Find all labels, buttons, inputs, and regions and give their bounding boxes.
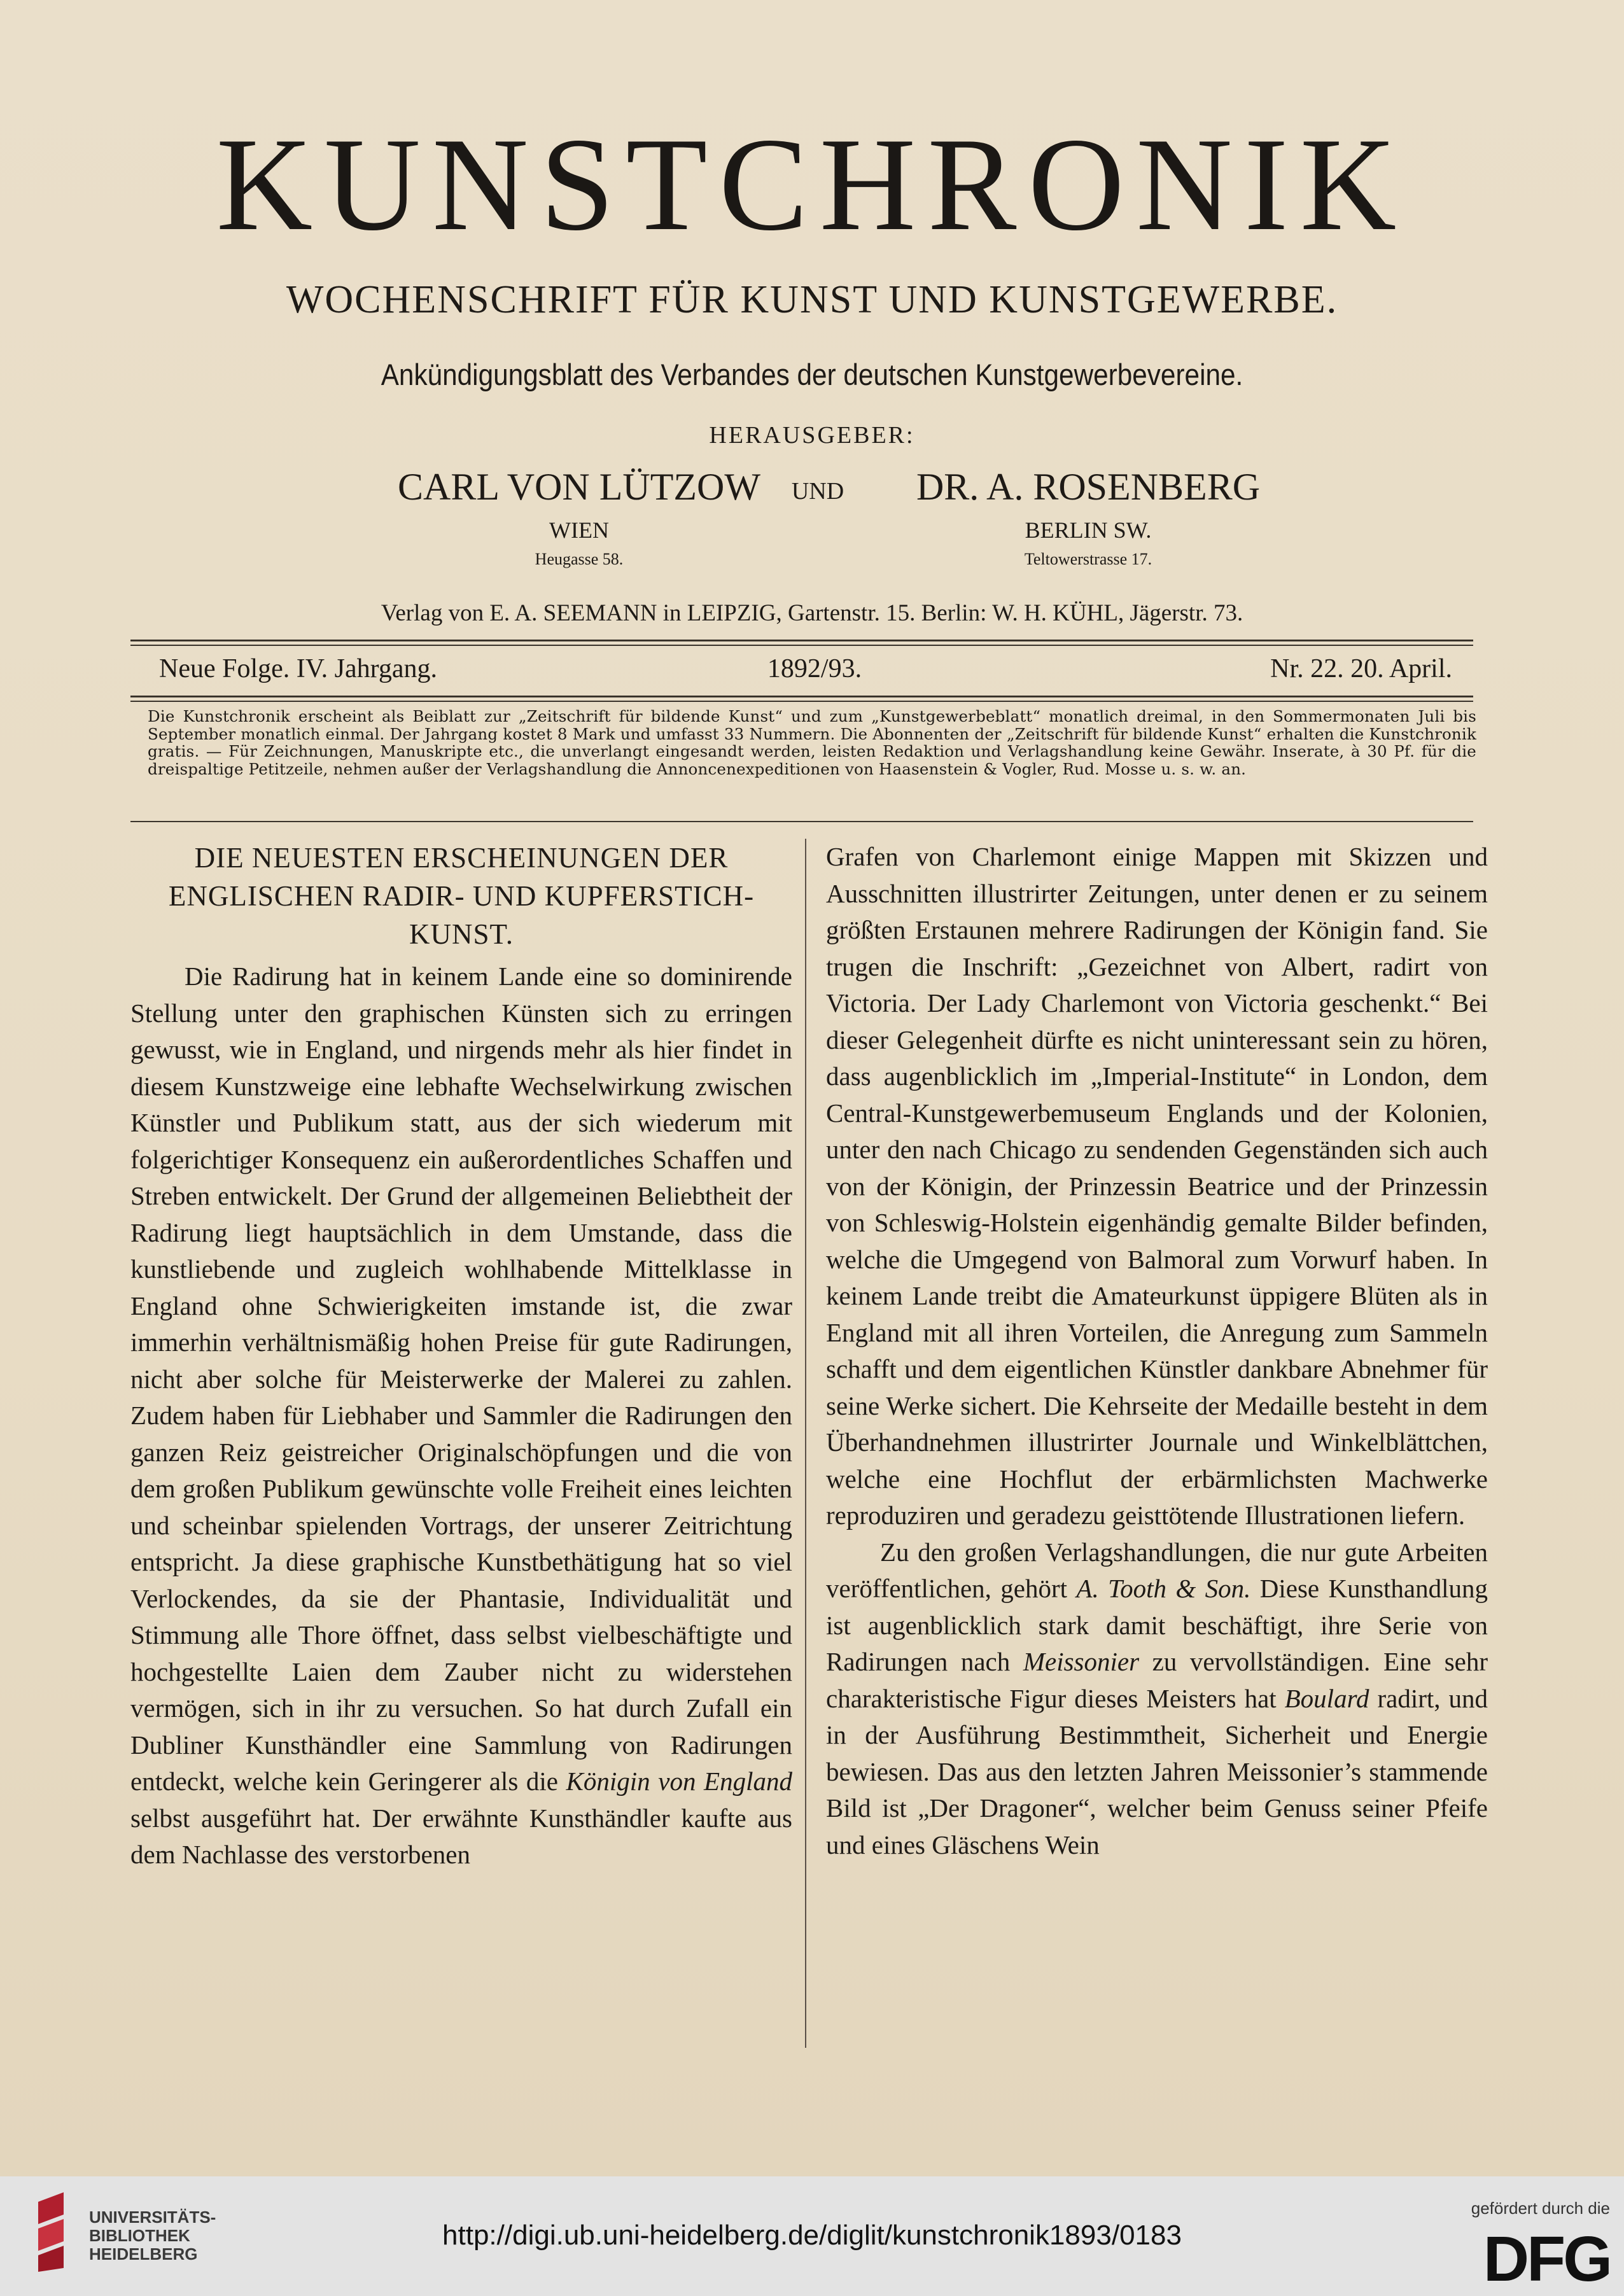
source-url-link[interactable]: http://digi.ub.uni-heidelberg.de/diglit/kunstchronik1893/0183 (442, 2220, 1182, 2251)
paragraph-text: selbst ausgeführt hat. Der erwähnte Kunsthändler kaufte aus dem Nachlasse des verstorbenen (130, 1803, 792, 1869)
column-divider (805, 839, 806, 2048)
editor-right-name: DR. A. ROSENBERG (916, 466, 1261, 508)
article-column-right (826, 839, 1488, 1863)
divider-rule (130, 645, 1473, 646)
editor-left-name: CARL VON LÜTZOW (398, 466, 760, 508)
editor-left-address: Heugasse 58. (535, 550, 624, 568)
italic-text: Meissonier (1023, 1647, 1140, 1676)
italic-text: Königin von England (566, 1767, 792, 1796)
issue-series: Neue Folge. IV. Jahrgang. (159, 654, 438, 683)
subscription-notice: Die Kunstchronik erscheint als Beiblatt zur „Zeitschrift für bildende Kunst“ und zum „Kunstgewerbeblatt“ monatlich dreimal, in den Sommermonaten Juli bis September monatlich einmal. Der Jahrgang kostet 8 Mark und umfasst 33 Nummern. Die Abonnenten der „Zeitschrift für bildende Kunst“ erhalten die Kunstchronik gratis. — Für Zeichnungen, Manuskripte etc., die unverlangt eingesandt werden, leisten Redaktion und Verlagshandlung keine Gewähr. Inserate, à 30 Pf. für die dreispaltige Petitzeile, nehmen außer der Verlagshandlung die Annoncenexpeditionen von Haasenstein & Vogler, Rud. Mosse u. s. w. an. (148, 707, 1476, 778)
masthead-subtitle: WOCHENSCHRIFT FÜR KUNST UND KUNSTGEWERBE. (286, 278, 1338, 321)
paragraph-text: Die Radirung hat in keinem Lande eine so dominirende Stellung unter den graphischen Künsten sich zu erringen gewusst, wie in England, und nirgends mehr als hier findet in diesem Kunstzweige eine lebhafte Wechselwirkung zwischen Künstler und Publikum statt, aus der sich wiederum mit folgerichtiger Konsequenz ein außerordentliches Schaffen und Streben entwickelt. Der Grund der allgemeinen Beliebtheit der Radirung liegt hauptsächlich in dem Umstande, dass die kunstliebende und zugleich wohlhabende Mittelklasse in England ohne Schwierigkeiten imstande ist, die zwar immerhin verhältnismäßig hohen Preise für gute Radirungen, nicht aber solche für Meisterwerke der Malerei zu zahlen. Zudem haben für Liebhaber und Sammler die Radirungen den ganzen Reiz geistreicher Originalschöpfungen und die von dem großen Publikum gewünschte volle Freiheit eines leichten und scheinbar spielenden Vortrags, der unserer Zeitrichtung entspricht. Ja diese graphische Kunstbethätigung hat so viel Verlockendes, da sie der Phantasie, Individualität und Stimmung alle Thore öffnet, dass selbst vielbeschäftigte und hochgestellte Laien dem Zauber nicht zu widerstehen vermögen, sich in ihr zu versuchen. So hat durch Zufall ein Dubliner Kunsthändler eine Sammlung von Radirungen entdeckt, welche kein Geringerer als die (130, 962, 792, 1796)
publisher-line: Verlag von E. A. SEEMANN in LEIPZIG, Gartenstr. 15. Berlin: W. H. KÜHL, Jägerstr. 73. (381, 600, 1243, 626)
italic-text: A. Tooth & Son. (1076, 1574, 1251, 1603)
library-name-line: UNIVERSITÄTS- (89, 2208, 216, 2227)
divider-rule (130, 640, 1473, 641)
issue-number-date: Nr. 22. 20. April. (1270, 654, 1452, 683)
italic-text: Boulard (1284, 1683, 1369, 1713)
funding-caption: gefördert durch die (1471, 2199, 1610, 2218)
masthead-title: KUNSTCHRONIK (216, 111, 1408, 258)
paragraph-text: radirt, und in der Ausführung Bestimmtheit, Sicherheit und Energie bewiesen. Das aus den letzten Jahren Meissonier’s stammende Bild ist „Der Dragoner“, welcher beim Genuss seiner Pfeife und eines Gläschens Wein (826, 1683, 1488, 1859)
announcement-line: Ankündigungsblatt des Verbandes der deutschen Kunstgewerbevereine. (381, 358, 1243, 391)
divider-rule (130, 696, 1473, 697)
dfg-logo: DFG (1483, 2223, 1610, 2295)
editor-connector: UND (791, 478, 844, 505)
editor-right-city: BERLIN SW. (1025, 517, 1152, 543)
article-column-left (130, 839, 792, 1873)
editor-left-city: WIEN (549, 517, 609, 543)
paragraph-text: zu vervollständigen. Eine sehr charakteristische Figur dieses Meisters hat (826, 1647, 1488, 1713)
editors-label: HERAUSGEBER: (709, 422, 915, 449)
article-paragraph (130, 958, 792, 1873)
editor-right-address: Teltowerstrasse 17. (1024, 550, 1152, 568)
library-name-line: HEIDELBERG (89, 2244, 198, 2264)
divider-rule (130, 701, 1473, 702)
divider-rule (130, 821, 1473, 822)
article-paragraph (826, 1534, 1488, 1864)
issue-year: 1892/93. (767, 654, 862, 683)
paragraph-text: Diese Kunsthandlung ist augenblicklich stark damit beschäftigt, ihre Serie von Radirungen nach (826, 1574, 1488, 1676)
article-title: DIE NEUESTEN ERSCHEINUNGEN DER ENGLISCHEN RADIR- UND KUPFERSTICH-KUNST. (168, 842, 755, 950)
library-name-line: BIBLIOTHEK (89, 2226, 190, 2245)
paragraph-text: Zu den großen Verlagshandlungen, die nur gute Arbeiten veröffentlichen, gehört (826, 1537, 1488, 1603)
article-paragraph: Grafen von Charlemont einige Mappen mit Skizzen und Ausschnitten illustrirter Zeitungen, unter denen er zu seinem größten Erstaunen mehrere Radirungen der Königin fand. Sie trugen die Inschrift: „Gezeichnet von Albert, radirt von Victoria. Der Lady Charlemont von Victoria geschenkt.“ Bei dieser Gelegenheit dürfte es nicht uninteressant sein zu hören, dass augenblicklich im „Imperial-Institute“ in London, dem Central-Kunstgewerbemuseum Englands und der Kolonien, unter den nach Chicago zu sendenden Gegenständen sich auch von der Königin, der Prinzessin Beatrice und der Prinzessin von Schleswig-Holstein eigenhändig gemalte Bilder befinden, welche die Umgegend von Balmoral zum Vorwurf haben. In keinem Lande treibt die Amateurkunst üppigere Blüten als in England mit all ihren Vorteilen, die Anregung zum Sammeln schafft und dem eigentlichen Künstler dankbare Abnehmer für seine Werke sichert. Die Kehrseite der Medaille besteht in dem Überhandnehmen illustrirter Journale und Winkelblättchen, welche eine Hochflut der erbärmlichsten Machwerke reproduziren und geradezu geisttötende Illustrationen liefern. (826, 842, 1488, 1530)
